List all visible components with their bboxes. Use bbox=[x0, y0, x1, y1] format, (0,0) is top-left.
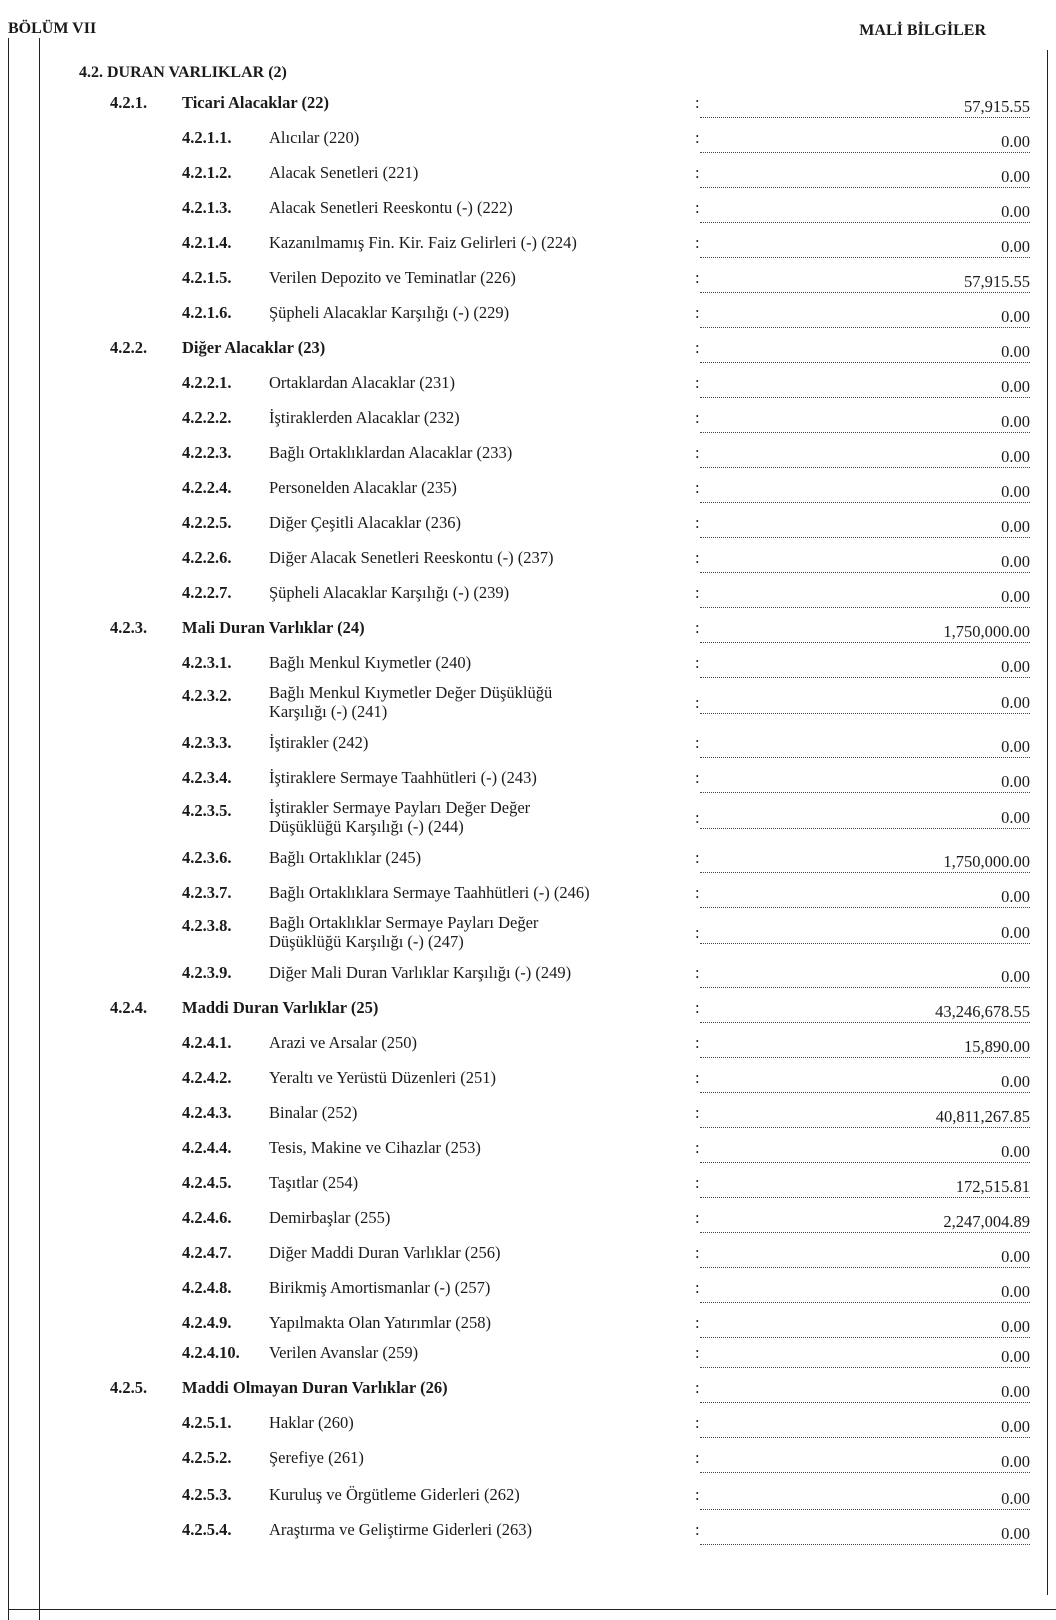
colon-separator: : bbox=[695, 848, 700, 867]
dotted-leader bbox=[700, 1402, 1030, 1403]
account-code: 4.2.4.3. bbox=[182, 1103, 232, 1122]
account-code: 4.2.5. bbox=[110, 1378, 148, 1397]
account-value: 0.00 bbox=[1001, 1317, 1030, 1336]
dotted-leader bbox=[700, 502, 1030, 503]
colon-separator: : bbox=[695, 1103, 700, 1122]
colon-separator: : bbox=[695, 1520, 700, 1539]
dotted-leader bbox=[700, 1337, 1030, 1338]
account-value: 15,890.00 bbox=[964, 1037, 1030, 1056]
account-label: Binalar (252) bbox=[269, 1103, 358, 1122]
chapter-heading: BÖLÜM VII bbox=[8, 20, 97, 37]
account-code: 4.2.1.1. bbox=[182, 128, 232, 147]
group-row bbox=[0, 338, 1056, 374]
account-code: 4.2.3.8. bbox=[182, 916, 232, 935]
account-row bbox=[0, 268, 1056, 304]
dotted-leader bbox=[700, 1544, 1030, 1545]
account-code: 4.2.2.3. bbox=[182, 443, 232, 462]
account-value: 1,750,000.00 bbox=[943, 852, 1030, 871]
account-row bbox=[0, 1448, 1056, 1484]
account-label: Birikmiş Amortismanlar (-) (257) bbox=[269, 1278, 491, 1297]
account-value: 0.00 bbox=[1001, 517, 1030, 536]
account-label: Bağlı Ortaklıklardan Alacaklar (233) bbox=[269, 443, 513, 462]
account-row bbox=[0, 1033, 1056, 1069]
account-value: 2,247,004.89 bbox=[943, 1212, 1030, 1231]
colon-separator: : bbox=[695, 1378, 700, 1397]
dotted-leader bbox=[700, 117, 1030, 118]
dotted-leader bbox=[700, 222, 1030, 223]
account-value: 43,246,678.55 bbox=[935, 1002, 1030, 1021]
dotted-leader bbox=[700, 757, 1030, 758]
colon-separator: : bbox=[695, 963, 700, 982]
account-row bbox=[0, 1103, 1056, 1139]
account-code: 4.2.4. bbox=[110, 998, 148, 1017]
colon-separator: : bbox=[695, 513, 700, 532]
account-label: Yapılmakta Olan Yatırımlar (258) bbox=[269, 1313, 491, 1332]
account-label: Diğer Mali Duran Varlıklar Karşılığı (-) (249) bbox=[269, 963, 572, 982]
account-value: 0.00 bbox=[1001, 657, 1030, 676]
account-label: Haklar (260) bbox=[269, 1413, 354, 1432]
colon-separator: : bbox=[695, 1208, 700, 1227]
account-row bbox=[0, 1208, 1056, 1244]
account-value: 0.00 bbox=[1001, 167, 1030, 186]
account-row bbox=[0, 1485, 1056, 1521]
account-code: 4.2.3. bbox=[110, 618, 148, 637]
dotted-leader bbox=[700, 872, 1030, 873]
account-value: 0.00 bbox=[1001, 1417, 1030, 1436]
colon-separator: : bbox=[695, 128, 700, 147]
account-code: 4.2.3.6. bbox=[182, 848, 232, 867]
account-label: Bağlı Ortaklıklar (245) bbox=[269, 848, 422, 867]
account-label: Şüpheli Alacaklar Karşılığı (-) (229) bbox=[269, 303, 510, 322]
dotted-leader bbox=[700, 792, 1030, 793]
account-code: 4.2.1.5. bbox=[182, 268, 232, 287]
dotted-leader bbox=[700, 713, 1030, 714]
colon-separator: : bbox=[695, 653, 700, 672]
dotted-leader bbox=[700, 828, 1030, 829]
dotted-leader bbox=[700, 152, 1030, 153]
account-label: Ortaklardan Alacaklar (231) bbox=[269, 373, 455, 392]
colon-separator: : bbox=[695, 768, 700, 787]
dotted-leader bbox=[700, 1267, 1030, 1268]
account-value: 0.00 bbox=[1001, 1247, 1030, 1266]
account-row bbox=[0, 408, 1056, 444]
account-label: Diğer Maddi Duran Varlıklar (256) bbox=[269, 1243, 501, 1262]
dotted-leader bbox=[700, 987, 1030, 988]
account-row bbox=[0, 1173, 1056, 1209]
account-row bbox=[0, 1138, 1056, 1174]
colon-separator: : bbox=[695, 1068, 700, 1087]
colon-separator: : bbox=[695, 618, 700, 637]
account-row bbox=[0, 1068, 1056, 1104]
account-code: 4.2.1.2. bbox=[182, 163, 232, 182]
account-code: 4.2.2.4. bbox=[182, 478, 232, 497]
account-value: 0.00 bbox=[1001, 923, 1030, 942]
account-code: 4.2.4.9. bbox=[182, 1313, 232, 1332]
account-code: 4.2.2.5. bbox=[182, 513, 232, 532]
dotted-leader bbox=[700, 1092, 1030, 1093]
dotted-leader bbox=[700, 1057, 1030, 1058]
account-value: 0.00 bbox=[1001, 1142, 1030, 1161]
account-value: 0.00 bbox=[1001, 587, 1030, 606]
account-value: 0.00 bbox=[1001, 772, 1030, 791]
account-label: Taşıtlar (254) bbox=[269, 1173, 359, 1192]
account-label: Verilen Avanslar (259) bbox=[269, 1343, 419, 1362]
dotted-leader bbox=[700, 537, 1030, 538]
account-row bbox=[0, 913, 1056, 949]
dotted-leader bbox=[700, 467, 1030, 468]
dotted-leader bbox=[700, 642, 1030, 643]
account-label: Personelden Alacaklar (235) bbox=[269, 478, 457, 497]
dotted-leader bbox=[700, 1197, 1030, 1198]
account-row bbox=[0, 198, 1056, 234]
account-value: 0.00 bbox=[1001, 412, 1030, 431]
account-code: 4.2.4.1. bbox=[182, 1033, 232, 1052]
account-row bbox=[0, 373, 1056, 409]
dotted-leader bbox=[700, 397, 1030, 398]
colon-separator: : bbox=[695, 233, 700, 252]
account-value: 0.00 bbox=[1001, 1452, 1030, 1471]
colon-separator: : bbox=[695, 998, 700, 1017]
account-code: 4.2.5.2. bbox=[182, 1448, 232, 1467]
dotted-leader bbox=[700, 943, 1030, 944]
account-code: 4.2.3.3. bbox=[182, 733, 232, 752]
account-label: Diğer Alacaklar (23) bbox=[182, 338, 326, 357]
colon-separator: : bbox=[695, 163, 700, 182]
account-value: 0.00 bbox=[1001, 1382, 1030, 1401]
account-code: 4.2.4.2. bbox=[182, 1068, 232, 1087]
account-row bbox=[0, 303, 1056, 339]
colon-separator: : bbox=[695, 198, 700, 217]
account-code: 4.2.4.10. bbox=[182, 1343, 240, 1362]
account-value: 0.00 bbox=[1001, 693, 1030, 712]
account-code: 4.2.1.4. bbox=[182, 233, 232, 252]
dotted-leader bbox=[700, 327, 1030, 328]
dotted-leader bbox=[700, 1509, 1030, 1510]
colon-separator: : bbox=[695, 1173, 700, 1192]
account-row bbox=[0, 478, 1056, 514]
colon-separator: : bbox=[695, 583, 700, 602]
account-label: Tesis, Makine ve Cihazlar (253) bbox=[269, 1138, 481, 1157]
account-code: 4.2.3.7. bbox=[182, 883, 232, 902]
dotted-leader bbox=[700, 1367, 1030, 1368]
account-label: İştirakler Sermaye Payları Değer Değer Düşüklüğü Karşılığı (-) (244) bbox=[269, 798, 531, 836]
account-label: Ticari Alacaklar (22) bbox=[182, 93, 329, 112]
dotted-leader bbox=[700, 1232, 1030, 1233]
account-code: 4.2.3.9. bbox=[182, 963, 232, 982]
account-code: 4.2.5.1. bbox=[182, 1413, 232, 1432]
account-label: İştiraklerden Alacaklar (232) bbox=[269, 408, 460, 427]
colon-separator: : bbox=[695, 1485, 700, 1504]
colon-separator: : bbox=[695, 408, 700, 427]
account-code: 4.2.1.6. bbox=[182, 303, 232, 322]
account-value: 0.00 bbox=[1001, 447, 1030, 466]
account-label: Alıcılar (220) bbox=[269, 128, 360, 147]
colon-separator: : bbox=[695, 1343, 700, 1362]
account-value: 1,750,000.00 bbox=[943, 622, 1030, 641]
account-value: 0.00 bbox=[1001, 1489, 1030, 1508]
dotted-leader bbox=[700, 907, 1030, 908]
colon-separator: : bbox=[695, 443, 700, 462]
account-label: İştirakler (242) bbox=[269, 733, 369, 752]
colon-separator: : bbox=[695, 268, 700, 287]
colon-separator: : bbox=[695, 733, 700, 752]
account-code: 4.2.1. bbox=[110, 93, 148, 112]
account-code: 4.2.4.8. bbox=[182, 1278, 232, 1297]
dotted-leader bbox=[700, 1302, 1030, 1303]
account-row bbox=[0, 1520, 1056, 1556]
account-code: 4.2.1.3. bbox=[182, 198, 232, 217]
account-code: 4.2.2.7. bbox=[182, 583, 232, 602]
account-value: 57,915.55 bbox=[964, 97, 1030, 116]
account-value: 0.00 bbox=[1001, 1347, 1030, 1366]
account-code: 4.2.4.4. bbox=[182, 1138, 232, 1157]
account-value: 0.00 bbox=[1001, 377, 1030, 396]
page-title: 4.2. DURAN VARLIKLAR (2) bbox=[79, 64, 287, 81]
account-label: Şüpheli Alacaklar Karşılığı (-) (239) bbox=[269, 583, 510, 602]
colon-separator: : bbox=[695, 883, 700, 902]
account-code: 4.2.4.6. bbox=[182, 1208, 232, 1227]
colon-separator: : bbox=[695, 808, 700, 827]
colon-separator: : bbox=[695, 693, 700, 712]
colon-separator: : bbox=[695, 1278, 700, 1297]
colon-separator: : bbox=[695, 373, 700, 392]
account-value: 0.00 bbox=[1001, 342, 1030, 361]
colon-separator: : bbox=[695, 1413, 700, 1432]
account-value: 0.00 bbox=[1001, 808, 1030, 827]
colon-separator: : bbox=[695, 1243, 700, 1262]
account-label: Şerefiye (261) bbox=[269, 1448, 364, 1467]
account-row bbox=[0, 1343, 1056, 1379]
dotted-leader bbox=[700, 432, 1030, 433]
account-row bbox=[0, 733, 1056, 769]
account-value: 0.00 bbox=[1001, 552, 1030, 571]
account-label: Kazanılmamış Fin. Kir. Faiz Gelirleri (-) (224) bbox=[269, 233, 577, 252]
account-value: 172,515.81 bbox=[955, 1177, 1030, 1196]
dotted-leader bbox=[700, 1022, 1030, 1023]
account-row bbox=[0, 128, 1056, 164]
account-code: 4.2.4.7. bbox=[182, 1243, 232, 1262]
account-value: 0.00 bbox=[1001, 967, 1030, 986]
dotted-leader bbox=[700, 292, 1030, 293]
group-row bbox=[0, 998, 1056, 1034]
dotted-leader bbox=[700, 1127, 1030, 1128]
colon-separator: : bbox=[695, 1033, 700, 1052]
dotted-leader bbox=[700, 257, 1030, 258]
account-row bbox=[0, 1243, 1056, 1279]
colon-separator: : bbox=[695, 478, 700, 497]
account-label: Bağlı Ortaklıklara Sermaye Taahhütleri (-) (246) bbox=[269, 883, 590, 902]
account-value: 0.00 bbox=[1001, 237, 1030, 256]
account-label: Alacak Senetleri (221) bbox=[269, 163, 419, 182]
account-label: Diğer Çeşitli Alacaklar (236) bbox=[269, 513, 461, 532]
account-code: 4.2.2.6. bbox=[182, 548, 232, 567]
colon-separator: : bbox=[695, 1138, 700, 1157]
account-label: Maddi Olmayan Duran Varlıklar (26) bbox=[182, 1378, 448, 1397]
account-code: 4.2.3.5. bbox=[182, 801, 232, 820]
account-label: Yeraltı ve Yerüstü Düzenleri (251) bbox=[269, 1068, 496, 1087]
account-value: 0.00 bbox=[1001, 1524, 1030, 1543]
account-code: 4.2.5.3. bbox=[182, 1485, 232, 1504]
group-row bbox=[0, 93, 1056, 129]
dotted-leader bbox=[700, 1437, 1030, 1438]
account-row bbox=[0, 963, 1056, 999]
account-label: Maddi Duran Varlıklar (25) bbox=[182, 998, 379, 1017]
account-code: 4.2.2.2. bbox=[182, 408, 232, 427]
account-row bbox=[0, 163, 1056, 199]
account-code: 4.2.4.5. bbox=[182, 1173, 232, 1192]
account-row bbox=[0, 548, 1056, 584]
account-row bbox=[0, 513, 1056, 549]
account-label: Diğer Alacak Senetleri Reeskontu (-) (237) bbox=[269, 548, 554, 567]
account-label: İştiraklere Sermaye Taahhütleri (-) (243) bbox=[269, 768, 537, 787]
account-row bbox=[0, 443, 1056, 479]
dotted-leader bbox=[700, 1162, 1030, 1163]
account-row bbox=[0, 683, 1056, 719]
colon-separator: : bbox=[695, 1313, 700, 1332]
account-value: 0.00 bbox=[1001, 307, 1030, 326]
account-value: 0.00 bbox=[1001, 482, 1030, 501]
account-label: Bağlı Ortaklıklar Sermaye Payları Değer Düşüklüğü Karşılığı (-) (247) bbox=[269, 913, 539, 951]
account-label: Mali Duran Varlıklar (24) bbox=[182, 618, 365, 637]
account-label: Verilen Depozito ve Teminatlar (226) bbox=[269, 268, 516, 287]
account-code: 4.2.3.4. bbox=[182, 768, 232, 787]
group-row bbox=[0, 618, 1056, 654]
account-value: 57,915.55 bbox=[964, 272, 1030, 291]
account-value: 0.00 bbox=[1001, 887, 1030, 906]
account-row bbox=[0, 1413, 1056, 1449]
account-value: 0.00 bbox=[1001, 1282, 1030, 1301]
colon-separator: : bbox=[695, 923, 700, 942]
account-label: Bağlı Menkul Kıymetler Değer Düşüklüğü Karşılığı (-) (241) bbox=[269, 683, 553, 721]
colon-separator: : bbox=[695, 93, 700, 112]
account-row bbox=[0, 848, 1056, 884]
account-label: Bağlı Menkul Kıymetler (240) bbox=[269, 653, 472, 672]
dotted-leader bbox=[700, 1472, 1030, 1473]
colon-separator: : bbox=[695, 303, 700, 322]
account-label: Arazi ve Arsalar (250) bbox=[269, 1033, 417, 1052]
account-value: 0.00 bbox=[1001, 737, 1030, 756]
account-label: Demirbaşlar (255) bbox=[269, 1208, 391, 1227]
group-row bbox=[0, 1378, 1056, 1414]
colon-separator: : bbox=[695, 1448, 700, 1467]
account-code: 4.2.2.1. bbox=[182, 373, 232, 392]
colon-separator: : bbox=[695, 548, 700, 567]
account-label: Araştırma ve Geliştirme Giderleri (263) bbox=[269, 1520, 532, 1539]
dotted-leader bbox=[700, 677, 1030, 678]
account-value: 0.00 bbox=[1001, 1072, 1030, 1091]
dotted-leader bbox=[700, 362, 1030, 363]
account-label: Alacak Senetleri Reeskontu (-) (222) bbox=[269, 198, 513, 217]
account-row bbox=[0, 233, 1056, 269]
account-code: 4.2.2. bbox=[110, 338, 148, 357]
account-value: 0.00 bbox=[1001, 202, 1030, 221]
account-label: Kuruluş ve Örgütleme Giderleri (262) bbox=[269, 1485, 520, 1504]
colon-separator: : bbox=[695, 338, 700, 357]
account-row bbox=[0, 583, 1056, 619]
account-code: 4.2.5.4. bbox=[182, 1520, 232, 1539]
account-row bbox=[0, 1278, 1056, 1314]
account-value: 0.00 bbox=[1001, 132, 1030, 151]
dotted-leader bbox=[700, 607, 1030, 608]
dotted-leader bbox=[700, 187, 1030, 188]
account-code: 4.2.3.1. bbox=[182, 653, 232, 672]
section-heading: MALİ BİLGİLER bbox=[859, 22, 986, 39]
account-row bbox=[0, 798, 1056, 834]
account-value: 40,811,267.85 bbox=[935, 1107, 1030, 1126]
account-code: 4.2.3.2. bbox=[182, 686, 232, 705]
dotted-leader bbox=[700, 572, 1030, 573]
